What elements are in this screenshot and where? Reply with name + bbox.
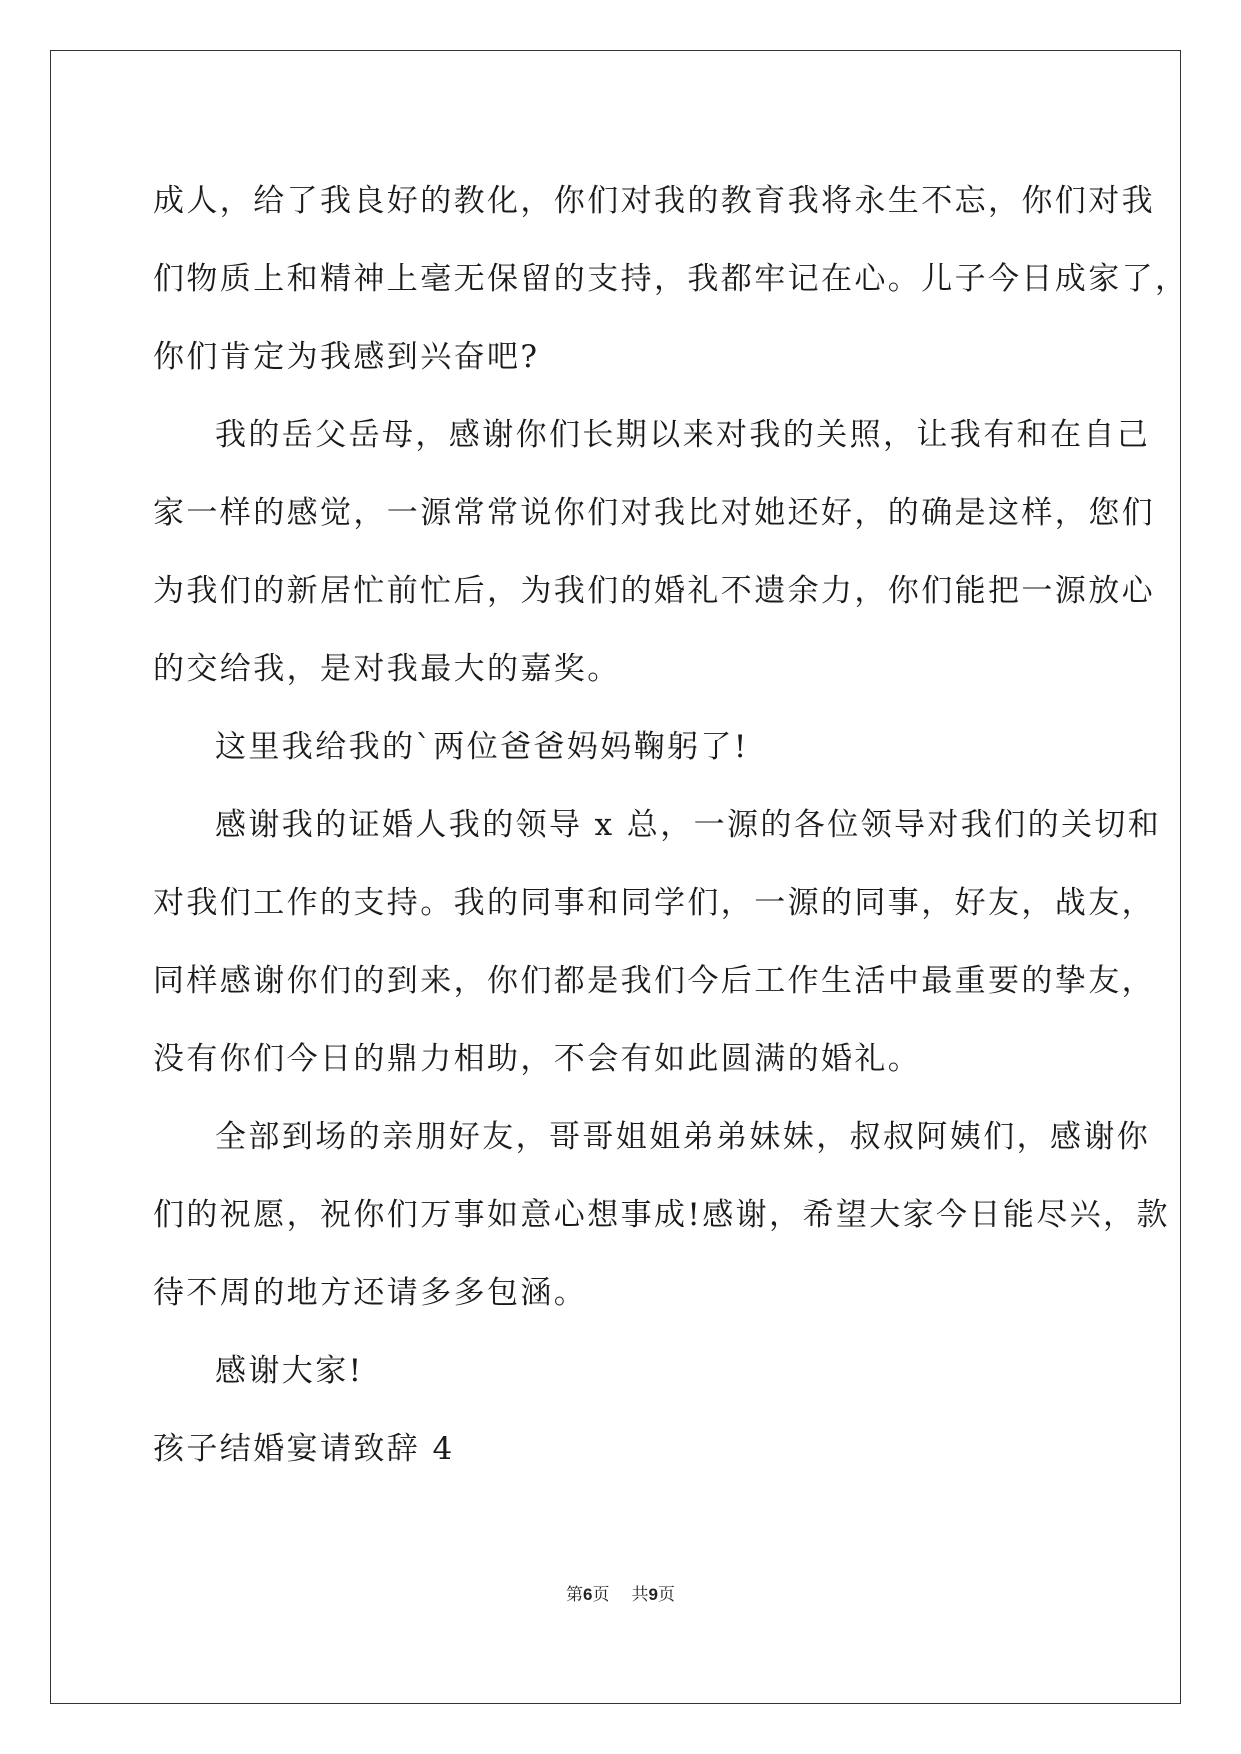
text-line: 们物质上和精神上毫无保留的支持，我都牢记在心。儿子今日成家了， — [153, 261, 1189, 297]
text-line: 你们肯定为我感到兴奋吧? — [153, 339, 540, 375]
text-line: 全部到场的亲朋好友，哥哥姐姐弟弟妹妹，叔叔阿姨们，感谢你 — [215, 1119, 1151, 1155]
text-line: 对我们工作的支持。我的同事和同学们，一源的同事，好友，战友， — [153, 885, 1155, 921]
text-line: 我的岳父岳母，感谢你们长期以来对我的关照，让我有和在自己 — [215, 417, 1151, 453]
page-suffix: 页 — [592, 1585, 610, 1605]
document-body — [153, 162, 1189, 1488]
total-prefix: 共 — [631, 1585, 649, 1605]
text-line: 待不周的地方还请多多包涵。 — [153, 1275, 588, 1311]
text-line: 这里我给我的`两位爸爸妈妈鞠躬了! — [215, 729, 749, 765]
total-suffix: 页 — [657, 1585, 675, 1605]
current-page-number: 6 — [583, 1585, 593, 1604]
text-line: 们的祝愿，祝你们万事如意心想事成!感谢，希望大家今日能尽兴，款 — [153, 1197, 1170, 1233]
text-line: 感谢我的证婚人我的领导 x 总，一源的各位领导对我们的关切和 — [215, 807, 1162, 843]
text-line: 的交给我，是对我最大的嘉奖。 — [153, 651, 621, 687]
text-line: 感谢大家! — [215, 1353, 364, 1389]
total-page-count: 9 — [648, 1585, 658, 1604]
text-line: 成人，给了我良好的教化，你们对我的教育我将永生不忘，你们对我 — [153, 183, 1155, 219]
text-line: 没有你们今日的鼎力相助，不会有如此圆满的婚礼。 — [153, 1041, 922, 1077]
text-line: 为我们的新居忙前忙后，为我们的婚礼不遗余力，你们能把一源放心 — [153, 573, 1155, 609]
text-line: 同样感谢你们的到来，你们都是我们今后工作生活中最重要的挚友， — [153, 963, 1155, 999]
page-footer — [0, 1580, 1241, 1605]
section-heading: 孩子结婚宴请致辞 4 — [153, 1431, 455, 1467]
text-line: 家一样的感觉，一源常常说你们对我比对她还好，的确是这样，您们 — [153, 495, 1155, 531]
page-prefix: 第 — [566, 1585, 584, 1605]
